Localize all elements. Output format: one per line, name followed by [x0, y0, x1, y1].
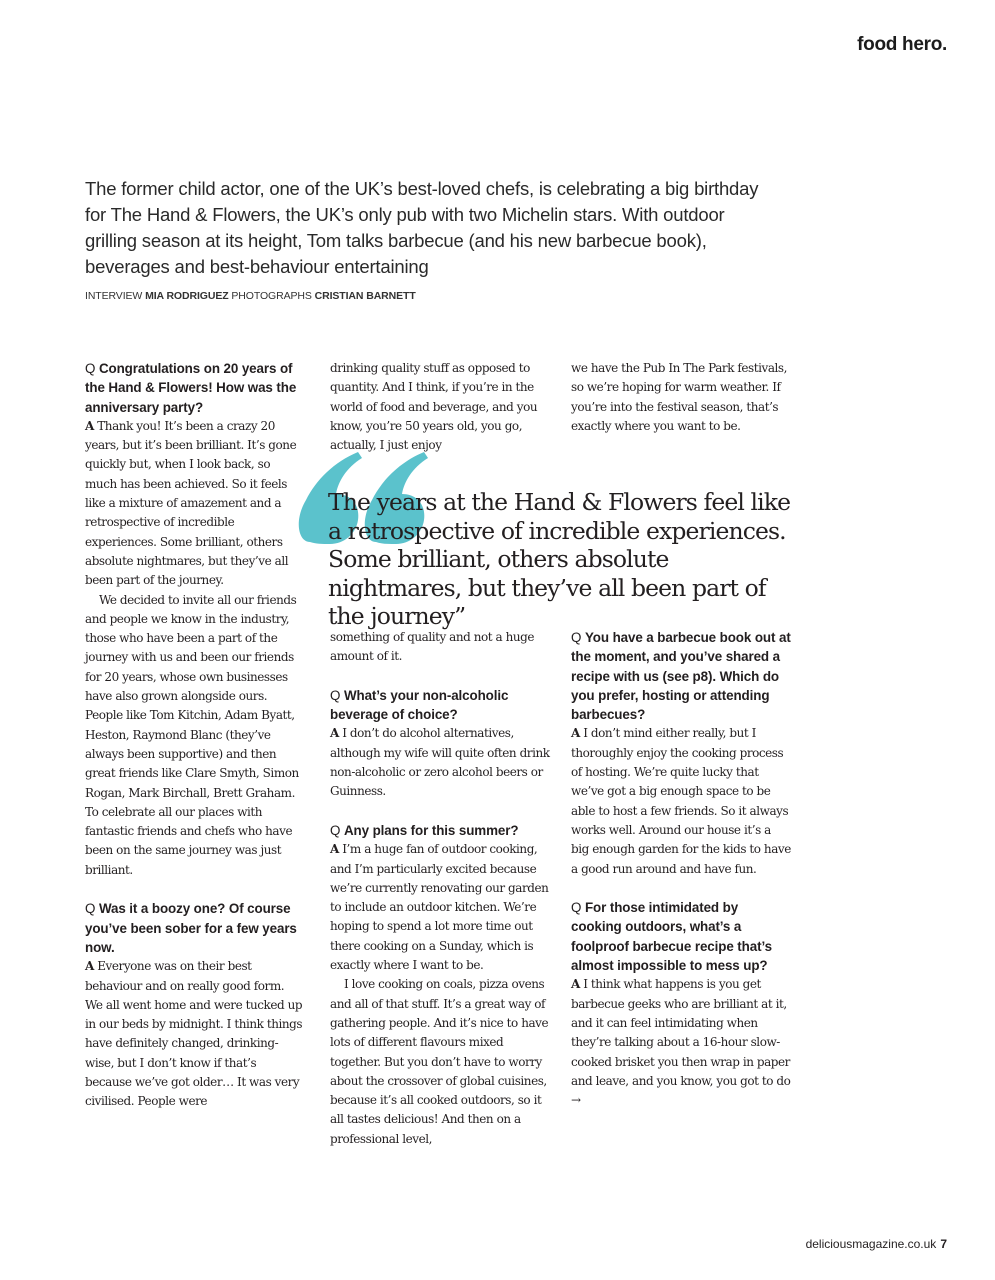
answer-1-continued: We decided to invite all our friends and people we know in the industry, those who have been a part of the journey with us and been our friends for 20 years, whose own businesses have also grown alongside ours. People like Tom Kitchin, Adam Byatt, Heston, Raymond Blanc (they’ve always been supportive) and then great friends like Clare Smyth, Simon Rogan, Mark Birchall, Brett Graham. To celebrate all our places with fantastic friends and chefs who have been on the same journey was just brilliant. — [85, 592, 299, 877]
answer-5: A I don’t mind either really, but I thoroughly enjoy the cooking process of hosting. We’re quite lucky that we’ve got a big enough space to be able to host a few friends. So it always works well. Around our house it’s a big enough garden for the kids to have a good run around and have fun. — [571, 726, 791, 876]
question-6: Q For those intimidated by cooking outdoors, what’s a foolproof barbecue recipe that’s almost impossible to mess up? — [571, 900, 772, 974]
answer-continued-festivals: we have the Pub In The Park festivals, so we’re hoping for warm weather. If you’re into the festival season, that’s exactly where you want to be. — [571, 361, 787, 433]
column-3-top — [571, 359, 791, 436]
byline — [85, 290, 416, 302]
question-2: Q Was it a boozy one? Of course you’ve been sober for a few years now. — [85, 901, 297, 955]
answer-4-continued: I love cooking on coals, pizza ovens and all of that stuff. It’s a great way of gathering people. And it’s nice to have lots of different flavours mixed together. But you don’t have to worry about the crossover of global cuisines, because it’s all cooked outdoors, so it all tastes delicious! And then on a professional level, — [330, 977, 549, 1146]
page-number: 7 — [940, 1237, 947, 1251]
question-4: Q Any plans for this summer? — [330, 822, 519, 838]
column-2 — [330, 628, 550, 1149]
column-3 — [571, 628, 791, 1110]
answer-2: A Everyone was on their best behaviour and on really good form. We all went home and were tucked up in our beds by midnight. I think things have definitely changed, drinking-wise, but I don’t know if that’s because we’ve got older… It was very civilised. People were — [85, 959, 303, 1109]
answer-2-end: something of quality and not a huge amount of it. — [330, 630, 535, 664]
question-5: Q You have a barbecue book out at the moment, and you’ve shared a recipe with us (see p8). Which do you prefer, hosting or attending barbecues? — [571, 630, 791, 723]
photographer-name: CRISTIAN BARNETT — [314, 290, 416, 302]
question-3: Q What’s your non-alcoholic beverage of choice? — [330, 687, 509, 723]
photographs-label: PHOTOGRAPHS — [231, 290, 312, 302]
interviewer-name: MIA RODRIGUEZ — [145, 290, 229, 302]
column-1 — [85, 359, 305, 1112]
section-title: food hero. — [857, 34, 947, 55]
answer-3: A I don’t do alcohol alternatives, although my wife will quite often drink non-alcoholic or zero alcohol beers or Guinness. — [330, 726, 550, 799]
answer-1: A Thank you! It’s been a crazy 20 years, but it’s been brilliant. It’s gone quickly but, when I look back, so much has been achieved. So it feels like a mixture of amazement and a retrospective of incredible experiences. Some brilliant, others absolute nightmares, but they’ve all been part of the journey. — [85, 418, 297, 588]
standfirst: The former child actor, one of the UK’s best-loved chefs, is celebrating a big birthday for The Hand & Flowers, the UK’s only pub with two Michelin stars. With outdoor grilling season at its height, Tom talks barbecue (and his new barbecue book), beverages and best-behaviour entertaining — [85, 178, 759, 277]
question-1: Q Congratulations on 20 years of the Hand & Flowers! How was the anniversary party? — [85, 361, 297, 415]
interview-label: INTERVIEW — [85, 290, 143, 302]
pull-quote: The years at the Hand & Flowers feel like a retrospective of incredible experiences. Some brilliant, others absolute nightmares, but they’ve all been part of the journey” — [328, 488, 791, 631]
answer-4: A I’m a huge fan of outdoor cooking, and I’m particularly excited because we’re currently renovating our garden to include an outdoor kitchen. We’re hoping to spend a lot more time out there cooking on a Sunday, which is exactly where I want to be. — [330, 842, 549, 973]
page-footer — [806, 1237, 947, 1251]
answer-2-continued: drinking quality stuff as opposed to quantity. And I think, if you’re in the world of food and beverage, and you know, you’re 50 years old, you go, actually, I just enjoy — [330, 361, 538, 453]
website-url: deliciousmagazine.co.uk — [805, 1237, 937, 1251]
answer-6: A I think what happens is you get barbecue geeks who are brilliant at it, and it can feel intimidating when they’re talking about a 16-hour slow-cooked brisket you then wrap in paper and leave, and you know, you got to do → — [571, 977, 791, 1108]
